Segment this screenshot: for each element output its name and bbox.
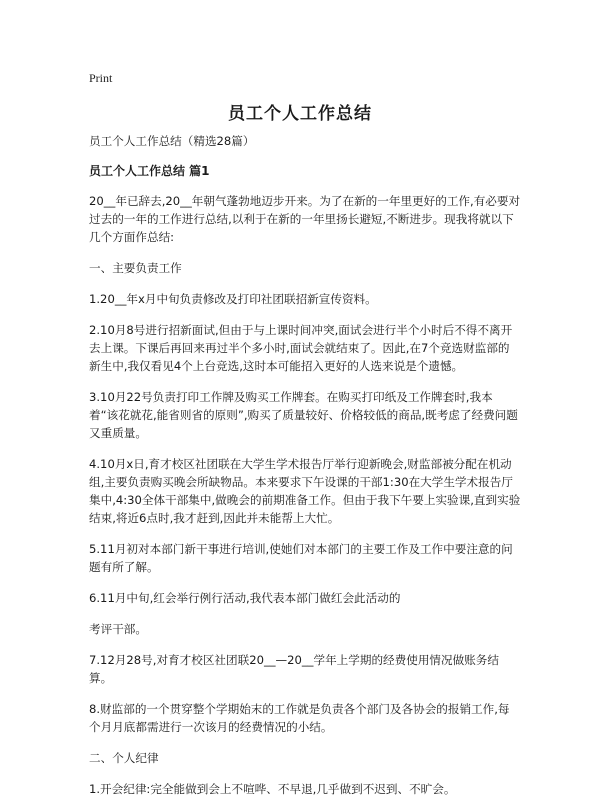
paragraph: 2.10月8号进行招新面试,但由于与上课时间冲突,面试会进行半个小时后不得不离开去上课。下课后再回来再过半个多小时,面试会就结束了。因此,在7个竞选财监部的新生中,我仅看见4个上台竞选,这时本可能招入更好的人选来说是个遗憾。 — [89, 323, 513, 373]
paragraph: 一、主要负责工作 — [89, 261, 182, 275]
paragraph: 6.11月中旬,红会举行例行活动,我代表本部门做红会此活动的 — [89, 591, 401, 605]
paragraph: 7.12月28号,对育才校区社团联20__—20__学年上学期的经费使用情况做账务结算。 — [89, 653, 499, 685]
paragraph: 1.20__年x月中旬负责修改及打印社团联招新宣传资料。 — [89, 292, 377, 306]
paragraph: 8.财监部的一个贯穿整个学期始末的工作就是负责各个部门及各协会的报销工作,每个月月底都需进行一次该月的经费情况的小结。 — [89, 702, 510, 734]
page-title: 员工个人工作总结 — [228, 104, 372, 124]
paragraph: 20__年已辞去,20__年朝气蓬勃地迈步开来。为了在新的一年里更好的工作,有必要对过去的一年的工作进行总结,以利于在新的一年里扬长避短,不断进步。现我将就以下几个方面作总结: — [89, 194, 521, 244]
print-label: Print — [89, 71, 113, 85]
paragraph: 二、个人纪律 — [89, 751, 159, 765]
paragraph: 1.开会纪律:完全能做到会上不喧哗、不早退,几乎做到不迟到、不旷会。 — [89, 782, 456, 796]
paragraph: 4.10月x日,育才校区社团联在大学生学术报告厅举行迎新晚会,财监部被分配在机动组,主要负责购买晚会所缺物品。本来要求下午设课的干部1:30在大学生学术报告厅集中,4:30全体干部集中,做晚会的前期准备工作。但由于我下午要上实验课,直到实验结束,将近6点时,我才赶到,因此并未能帮上大忙。 — [89, 457, 521, 525]
document-body — [89, 132, 521, 811]
paragraph: 3.10月22号负责打印工作牌及购买工作牌套。在购买打印纸及工作牌套时,我本着“该花就花,能省则省的原则”,购买了质量较好、价格较低的商品,既考虑了经费问题又重质量。 — [89, 390, 518, 440]
paragraph: 考评干部。 — [89, 622, 147, 636]
document-subtitle: 员工个人工作总结（精选28篇） — [89, 134, 255, 148]
paragraph: 5.11月初对本部门新干事进行培训,使她们对本部门的主要工作及工作中要注意的问题有所了解。 — [89, 542, 513, 574]
section-heading: 员工个人工作总结 篇1 — [89, 164, 210, 178]
